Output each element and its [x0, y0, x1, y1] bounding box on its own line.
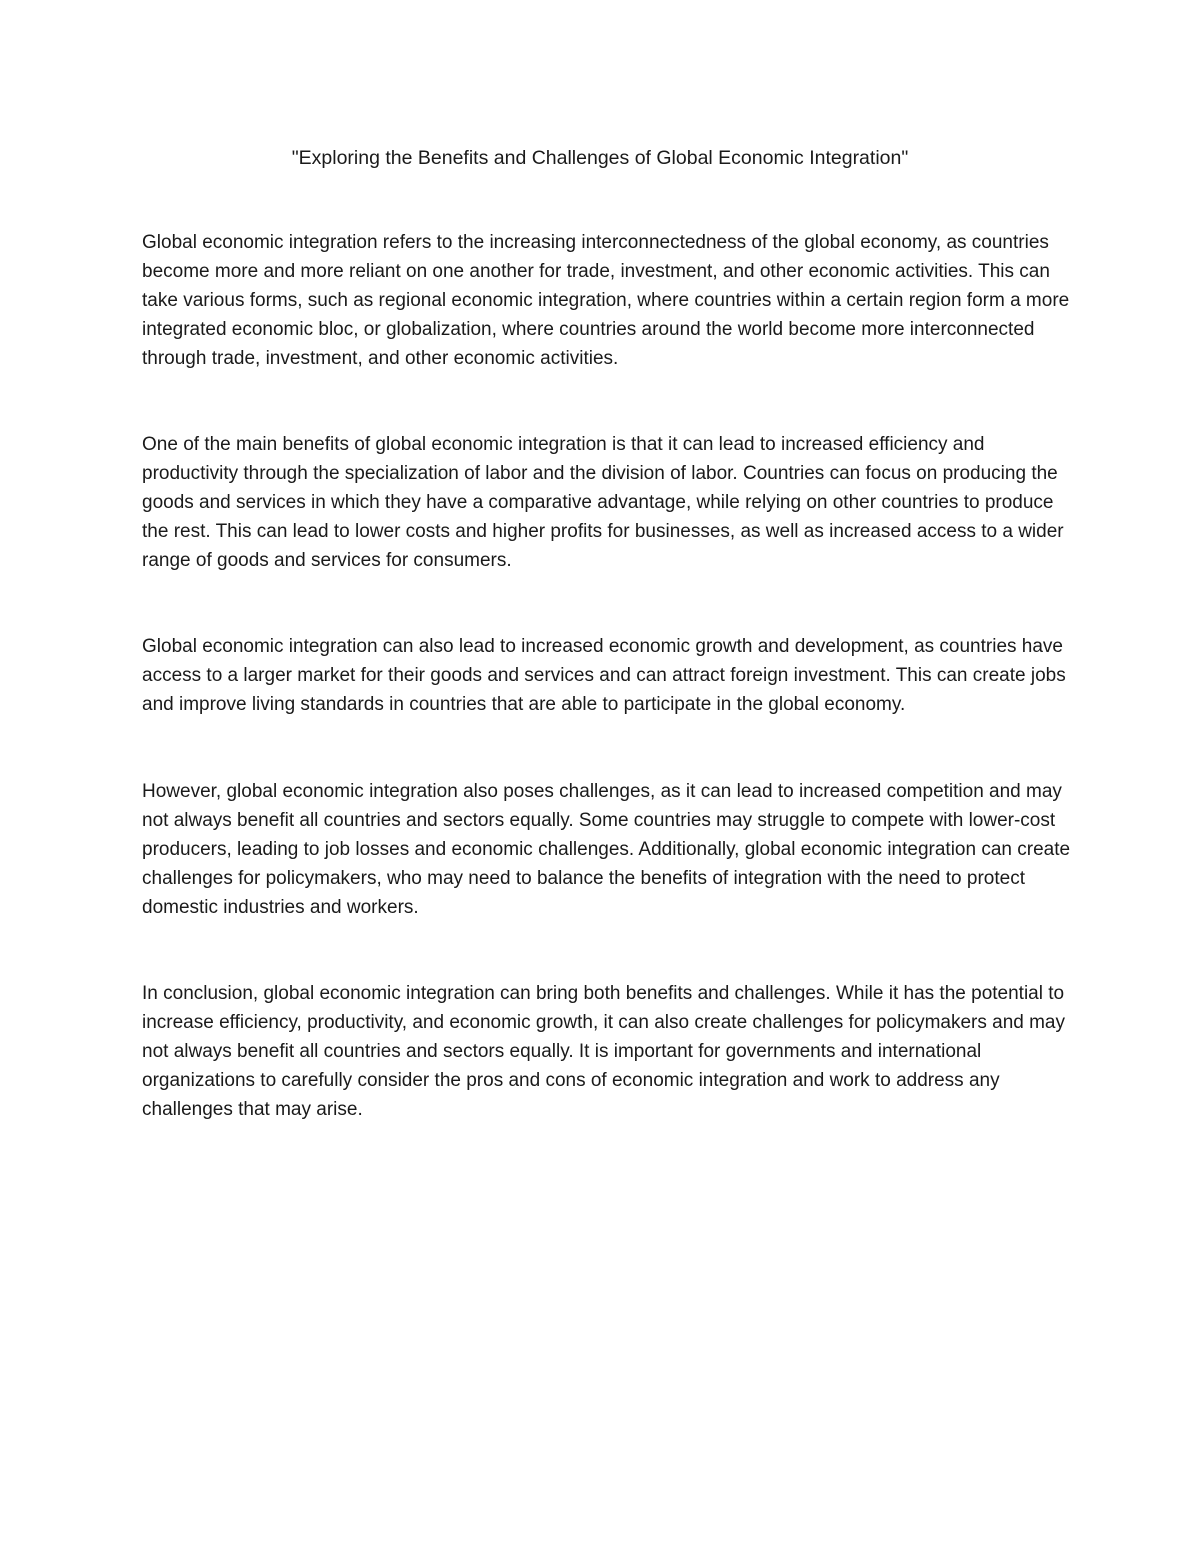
- paragraph-benefits-growth: Global economic integration can also lead to increased economic growth and development, as countries have access to a larger market for their goods and services and can attract foreign investment. This can create jobs and improve living standards in countries that are able to participate in the global economy.: [142, 636, 1066, 715]
- paragraph-conclusion: In conclusion, global economic integration can bring both benefits and challenges. While it has the potential to increase efficiency, productivity, and economic growth, it can also create challenges for policymakers and may not always benefit all countries and sectors equally. It is important for governments and international organizations to carefully consider the pros and cons of economic integration and work to address any challenges that may arise.: [142, 983, 1066, 1120]
- paragraph-challenges: However, global economic integration also poses challenges, as it can lead to increased competition and may not always benefit all countries and sectors equally. Some countries may struggle to compete with lower-cost producers, leading to job losses and economic challenges. Additionally, global economic integration can create challenges for policymakers, who may need to balance the benefits of integration with the need to protect domestic industries and workers.: [142, 781, 1071, 918]
- paragraph-benefits-efficiency: One of the main benefits of global economic integration is that it can lead to increased efficiency and productivity through the specialization of labor and the division of labor. Countries can focus on producing the goods and services in which they have a comparative advantage, while relying on other countries to produce the rest. This can lead to lower costs and higher profits for businesses, as well as increased access to a wider range of goods and services for consumers.: [142, 434, 1064, 571]
- paragraph-introduction: Global economic integration refers to the increasing interconnectedness of the global economy, as countries become more and more reliant on one another for trade, investment, and other economic activities. This can take various forms, such as regional economic integration, where countries within a certain region form a more integrated economic bloc, or globalization, where countries around the world become more interconnected through trade, investment, and other economic activities.: [142, 232, 1070, 369]
- document-title: "Exploring the Benefits and Challenges of Global Economic Integration": [291, 147, 909, 169]
